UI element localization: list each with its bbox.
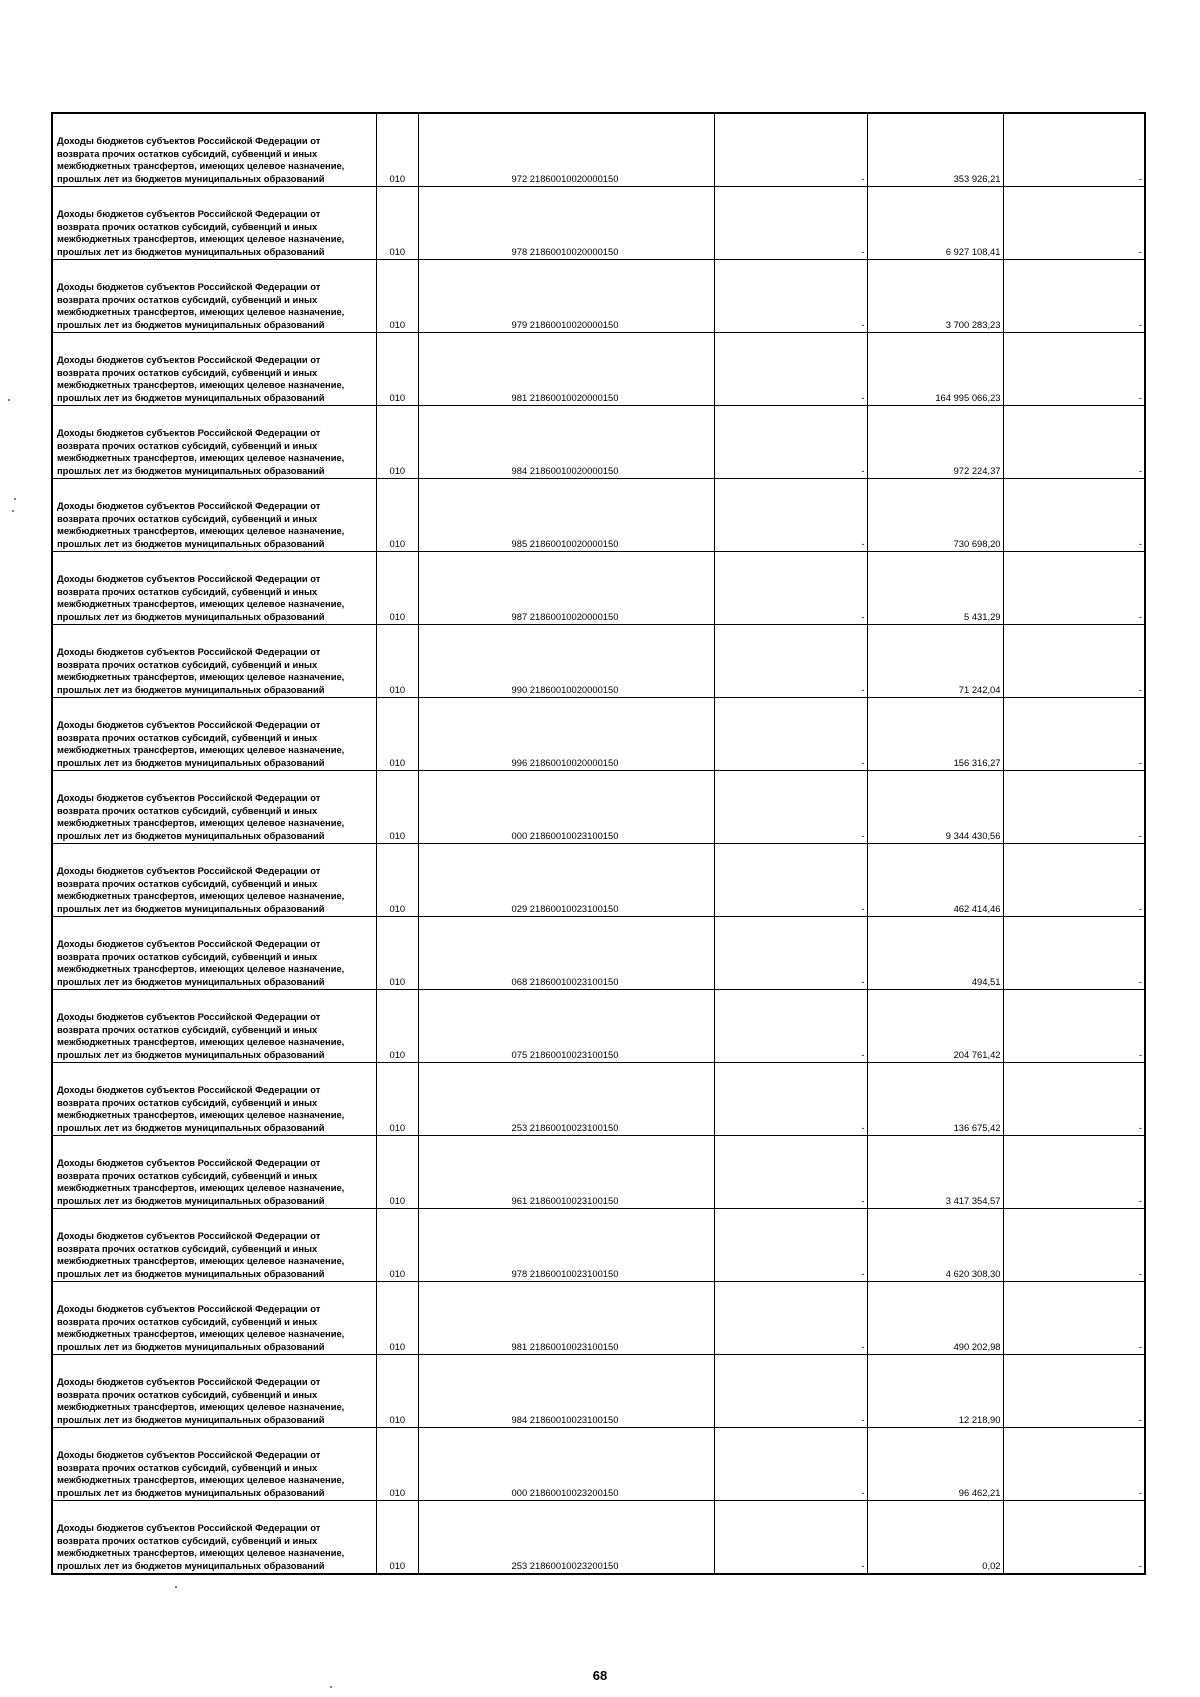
column-4-cell: - (714, 1063, 867, 1136)
description-line: межбюджетных трансфертов, имеющих целевое назначение, (57, 817, 345, 828)
description-line: прошлых лет из бюджетов муниципальных образований (57, 683, 325, 695)
description-line: прошлых лет из бюджетов муниципальных образований (57, 318, 325, 330)
description-line: межбюджетных трансфертов, имеющих целевое назначение, (57, 525, 345, 536)
column-4-cell: - (714, 1355, 867, 1428)
column-6-cell: - (1003, 333, 1145, 406)
description-line: возврата прочих остатков субсидий, субвенций и иных (57, 1023, 318, 1035)
table-row (52, 698, 1145, 771)
description-line: прошлых лет из бюджетов муниципальных образований (57, 537, 325, 549)
amount-cell: 96 462,21 (867, 1428, 1003, 1501)
scan-speck (12, 510, 14, 512)
description-line: Доходы бюджетов субъектов Российской Федерации от (57, 208, 321, 219)
row-description (52, 1501, 376, 1575)
line-code-cell: 010 (376, 113, 418, 187)
budget-code-cell: 979 21860010020000150 (418, 260, 714, 333)
line-code-cell: 010 (376, 1428, 418, 1501)
table-row (52, 1428, 1145, 1501)
description-line: возврата прочих остатков субсидий, субвенций и иных (57, 366, 318, 378)
description-line: межбюджетных трансфертов, имеющих целевое назначение, (57, 233, 345, 244)
table-row (52, 625, 1145, 698)
row-description (52, 625, 376, 698)
description-line: межбюджетных трансфертов, имеющих целевое назначение, (57, 379, 345, 390)
row-description (52, 1428, 376, 1501)
description-line: прошлых лет из бюджетов муниципальных образований (57, 902, 325, 914)
description-line: межбюджетных трансфертов, имеющих целевое назначение, (57, 306, 345, 317)
description-line: Доходы бюджетов субъектов Российской Федерации от (57, 1157, 321, 1168)
column-6-cell: - (1003, 990, 1145, 1063)
description-line: межбюджетных трансфертов, имеющих целевое назначение, (57, 160, 345, 171)
row-description (52, 990, 376, 1063)
description-line: прошлых лет из бюджетов муниципальных образований (57, 464, 325, 476)
line-code-cell: 010 (376, 698, 418, 771)
line-code-cell: 010 (376, 406, 418, 479)
row-description (52, 771, 376, 844)
row-description (52, 406, 376, 479)
column-6-cell: - (1003, 625, 1145, 698)
description-line: прошлых лет из бюджетов муниципальных образований (57, 1048, 325, 1060)
column-4-cell: - (714, 1136, 867, 1209)
description-line: Доходы бюджетов субъектов Российской Федерации от (57, 646, 321, 657)
description-line: Доходы бюджетов субъектов Российской Федерации от (57, 135, 321, 146)
column-6-cell: - (1003, 1209, 1145, 1282)
budget-revenue-table (51, 112, 1146, 1575)
table-row (52, 1501, 1145, 1575)
budget-code-cell: 253 21860010023200150 (418, 1501, 714, 1575)
row-description (52, 333, 376, 406)
description-line: возврата прочих остатков субсидий, субвенций и иных (57, 1315, 318, 1327)
table-row (52, 990, 1145, 1063)
description-line: прошлых лет из бюджетов муниципальных образований (57, 1486, 325, 1498)
column-4-cell: - (714, 260, 867, 333)
scan-speck (8, 399, 10, 401)
line-code-cell: 010 (376, 1355, 418, 1428)
description-line: межбюджетных трансфертов, имеющих целевое назначение, (57, 1547, 345, 1558)
description-line: возврата прочих остатков субсидий, субвенций и иных (57, 877, 318, 889)
column-4-cell: - (714, 698, 867, 771)
description-line: прошлых лет из бюджетов муниципальных образований (57, 1194, 325, 1206)
description-line: межбюджетных трансфертов, имеющих целевое назначение, (57, 1182, 345, 1193)
amount-cell: 3 417 354,57 (867, 1136, 1003, 1209)
description-line: Доходы бюджетов субъектов Российской Федерации от (57, 427, 321, 438)
amount-cell: 71 242,04 (867, 625, 1003, 698)
table-row (52, 333, 1145, 406)
description-line: прошлых лет из бюджетов муниципальных образований (57, 245, 325, 257)
table-row (52, 1136, 1145, 1209)
column-4-cell: - (714, 1501, 867, 1575)
description-line: Доходы бюджетов субъектов Российской Федерации от (57, 865, 321, 876)
description-line: межбюджетных трансфертов, имеющих целевое назначение, (57, 671, 345, 682)
column-4-cell: - (714, 1209, 867, 1282)
amount-cell: 490 202,98 (867, 1282, 1003, 1355)
column-6-cell: - (1003, 771, 1145, 844)
budget-code-cell: 978 21860010020000150 (418, 187, 714, 260)
budget-code-cell: 000 21860010023100150 (418, 771, 714, 844)
line-code-cell: 010 (376, 625, 418, 698)
line-code-cell: 010 (376, 187, 418, 260)
column-6-cell: - (1003, 113, 1145, 187)
table-row (52, 113, 1145, 187)
column-6-cell: - (1003, 1501, 1145, 1575)
line-code-cell: 010 (376, 260, 418, 333)
description-line: прошлых лет из бюджетов муниципальных образований (57, 1340, 325, 1352)
column-6-cell: - (1003, 479, 1145, 552)
scan-speck (14, 498, 16, 500)
table-row (52, 1063, 1145, 1136)
line-code-cell: 010 (376, 1501, 418, 1575)
column-6-cell: - (1003, 1282, 1145, 1355)
description-line: межбюджетных трансфертов, имеющих целевое назначение, (57, 452, 345, 463)
budget-code-cell: 996 21860010020000150 (418, 698, 714, 771)
description-line: возврата прочих остатков субсидий, субвенций и иных (57, 512, 318, 524)
column-4-cell: - (714, 479, 867, 552)
description-line: Доходы бюджетов субъектов Российской Федерации от (57, 1084, 321, 1095)
description-line: Доходы бюджетов субъектов Российской Федерации от (57, 938, 321, 949)
column-4-cell: - (714, 406, 867, 479)
budget-code-cell: 985 21860010020000150 (418, 479, 714, 552)
line-code-cell: 010 (376, 990, 418, 1063)
row-description (52, 917, 376, 990)
description-line: прошлых лет из бюджетов муниципальных образований (57, 1413, 325, 1425)
budget-code-cell: 984 21860010023100150 (418, 1355, 714, 1428)
budget-code-cell: 961 21860010023100150 (418, 1136, 714, 1209)
amount-cell: 136 675,42 (867, 1063, 1003, 1136)
line-code-cell: 010 (376, 1063, 418, 1136)
amount-cell: 204 761,42 (867, 990, 1003, 1063)
column-6-cell: - (1003, 844, 1145, 917)
column-4-cell: - (714, 917, 867, 990)
description-line: межбюджетных трансфертов, имеющих целевое назначение, (57, 1474, 345, 1485)
amount-cell: 4 620 308,30 (867, 1209, 1003, 1282)
description-line: прошлых лет из бюджетов муниципальных образований (57, 610, 325, 622)
column-6-cell: - (1003, 917, 1145, 990)
description-line: межбюджетных трансфертов, имеющих целевое назначение, (57, 598, 345, 609)
column-4-cell: - (714, 552, 867, 625)
budget-code-cell: 984 21860010020000150 (418, 406, 714, 479)
amount-cell: 5 431,29 (867, 552, 1003, 625)
column-6-cell: - (1003, 406, 1145, 479)
column-4-cell: - (714, 990, 867, 1063)
column-4-cell: - (714, 625, 867, 698)
description-line: возврата прочих остатков субсидий, субвенций и иных (57, 1096, 318, 1108)
row-description (52, 1063, 376, 1136)
description-line: прошлых лет из бюджетов муниципальных образований (57, 756, 325, 768)
column-4-cell: - (714, 333, 867, 406)
description-line: Доходы бюджетов субъектов Российской Федерации от (57, 573, 321, 584)
description-line: возврата прочих остатков субсидий, субвенций и иных (57, 950, 318, 962)
row-description (52, 1355, 376, 1428)
budget-code-cell: 972 21860010020000150 (418, 113, 714, 187)
budget-code-cell: 978 21860010023100150 (418, 1209, 714, 1282)
description-line: межбюджетных трансфертов, имеющих целевое назначение, (57, 744, 345, 755)
row-description (52, 479, 376, 552)
description-line: Доходы бюджетов субъектов Российской Федерации от (57, 1011, 321, 1022)
amount-cell: 156 316,27 (867, 698, 1003, 771)
description-line: межбюджетных трансфертов, имеющих целевое назначение, (57, 1255, 345, 1266)
row-description (52, 1136, 376, 1209)
row-description (52, 1282, 376, 1355)
description-line: возврата прочих остатков субсидий, субвенций и иных (57, 220, 318, 232)
description-line: Доходы бюджетов субъектов Российской Федерации от (57, 719, 321, 730)
column-6-cell: - (1003, 1428, 1145, 1501)
line-code-cell: 010 (376, 333, 418, 406)
budget-code-cell: 253 21860010023100150 (418, 1063, 714, 1136)
table-body (52, 113, 1145, 1574)
column-6-cell: - (1003, 260, 1145, 333)
column-4-cell: - (714, 1282, 867, 1355)
table-row (52, 771, 1145, 844)
table-row (52, 917, 1145, 990)
description-line: межбюджетных трансфертов, имеющих целевое назначение, (57, 1328, 345, 1339)
description-line: прошлых лет из бюджетов муниципальных образований (57, 1121, 325, 1133)
page-number: 68 (592, 1668, 608, 1683)
table-row (52, 406, 1145, 479)
line-code-cell: 010 (376, 1136, 418, 1209)
column-6-cell: - (1003, 1136, 1145, 1209)
description-line: межбюджетных трансфертов, имеющих целевое назначение, (57, 1401, 345, 1412)
row-description (52, 1209, 376, 1282)
description-line: прошлых лет из бюджетов муниципальных образований (57, 1559, 325, 1571)
scan-speck (175, 1586, 177, 1588)
description-line: Доходы бюджетов субъектов Российской Федерации от (57, 1522, 321, 1533)
table-row (52, 844, 1145, 917)
description-line: возврата прочих остатков субсидий, субвенций и иных (57, 658, 318, 670)
amount-cell: 730 698,20 (867, 479, 1003, 552)
amount-cell: 972 224,37 (867, 406, 1003, 479)
description-line: возврата прочих остатков субсидий, субвенций и иных (57, 804, 318, 816)
table-row (52, 552, 1145, 625)
description-line: прошлых лет из бюджетов муниципальных образований (57, 975, 325, 987)
column-4-cell: - (714, 187, 867, 260)
description-line: прошлых лет из бюджетов муниципальных образований (57, 1267, 325, 1279)
table-row (52, 260, 1145, 333)
description-line: возврата прочих остатков субсидий, субвенций и иных (57, 1534, 318, 1546)
amount-cell: 164 995 066,23 (867, 333, 1003, 406)
description-line: возврата прочих остатков субсидий, субвенций и иных (57, 147, 318, 159)
description-line: Доходы бюджетов субъектов Российской Федерации от (57, 792, 321, 803)
description-line: возврата прочих остатков субсидий, субвенций и иных (57, 1388, 318, 1400)
description-line: Доходы бюджетов субъектов Российской Федерации от (57, 1376, 321, 1387)
description-line: возврата прочих остатков субсидий, субвенций и иных (57, 293, 318, 305)
row-description (52, 260, 376, 333)
column-6-cell: - (1003, 1063, 1145, 1136)
description-line: Доходы бюджетов субъектов Российской Федерации от (57, 354, 321, 365)
amount-cell: 462 414,46 (867, 844, 1003, 917)
line-code-cell: 010 (376, 1209, 418, 1282)
amount-cell: 494,51 (867, 917, 1003, 990)
column-4-cell: - (714, 1428, 867, 1501)
budget-code-cell: 029 21860010023100150 (418, 844, 714, 917)
row-description (52, 187, 376, 260)
amount-cell: 9 344 430,56 (867, 771, 1003, 844)
line-code-cell: 010 (376, 917, 418, 990)
budget-code-cell: 075 21860010023100150 (418, 990, 714, 1063)
budget-code-cell: 987 21860010020000150 (418, 552, 714, 625)
amount-cell: 12 218,90 (867, 1355, 1003, 1428)
table-row (52, 1209, 1145, 1282)
description-line: прошлых лет из бюджетов муниципальных образований (57, 391, 325, 403)
budget-code-cell: 068 21860010023100150 (418, 917, 714, 990)
column-4-cell: - (714, 113, 867, 187)
line-code-cell: 010 (376, 1282, 418, 1355)
table-row (52, 1282, 1145, 1355)
description-line: межбюджетных трансфертов, имеющих целевое назначение, (57, 1036, 345, 1047)
description-line: прошлых лет из бюджетов муниципальных образований (57, 829, 325, 841)
line-code-cell: 010 (376, 479, 418, 552)
amount-cell: 0,02 (867, 1501, 1003, 1575)
column-4-cell: - (714, 771, 867, 844)
description-line: возврата прочих остатков субсидий, субвенций и иных (57, 1169, 318, 1181)
budget-code-cell: 990 21860010020000150 (418, 625, 714, 698)
description-line: возврата прочих остатков субсидий, субвенций и иных (57, 1242, 318, 1254)
budget-code-cell: 981 21860010023100150 (418, 1282, 714, 1355)
table-row (52, 187, 1145, 260)
description-line: Доходы бюджетов субъектов Российской Федерации от (57, 1303, 321, 1314)
description-line: межбюджетных трансфертов, имеющих целевое назначение, (57, 890, 345, 901)
scan-speck (330, 1686, 332, 1688)
line-code-cell: 010 (376, 552, 418, 625)
column-6-cell: - (1003, 698, 1145, 771)
description-line: прошлых лет из бюджетов муниципальных образований (57, 172, 325, 184)
column-6-cell: - (1003, 1355, 1145, 1428)
table-row (52, 1355, 1145, 1428)
budget-code-cell: 981 21860010020000150 (418, 333, 714, 406)
amount-cell: 6 927 108,41 (867, 187, 1003, 260)
description-line: Доходы бюджетов субъектов Российской Федерации от (57, 500, 321, 511)
description-line: межбюджетных трансфертов, имеющих целевое назначение, (57, 963, 345, 974)
row-description (52, 552, 376, 625)
line-code-cell: 010 (376, 844, 418, 917)
line-code-cell: 010 (376, 771, 418, 844)
description-line: возврата прочих остатков субсидий, субвенций и иных (57, 439, 318, 451)
row-description (52, 844, 376, 917)
amount-cell: 3 700 283,23 (867, 260, 1003, 333)
description-line: Доходы бюджетов субъектов Российской Федерации от (57, 1230, 321, 1241)
amount-cell: 353 926,21 (867, 113, 1003, 187)
description-line: Доходы бюджетов субъектов Российской Федерации от (57, 281, 321, 292)
description-line: возврата прочих остатков субсидий, субвенций и иных (57, 1461, 318, 1473)
row-description (52, 113, 376, 187)
description-line: возврата прочих остатков субсидий, субвенций и иных (57, 731, 318, 743)
column-6-cell: - (1003, 552, 1145, 625)
description-line: Доходы бюджетов субъектов Российской Федерации от (57, 1449, 321, 1460)
budget-code-cell: 000 21860010023200150 (418, 1428, 714, 1501)
row-description (52, 698, 376, 771)
description-line: межбюджетных трансфертов, имеющих целевое назначение, (57, 1109, 345, 1120)
column-6-cell: - (1003, 187, 1145, 260)
description-line: возврата прочих остатков субсидий, субвенций и иных (57, 585, 318, 597)
table-row (52, 479, 1145, 552)
column-4-cell: - (714, 844, 867, 917)
